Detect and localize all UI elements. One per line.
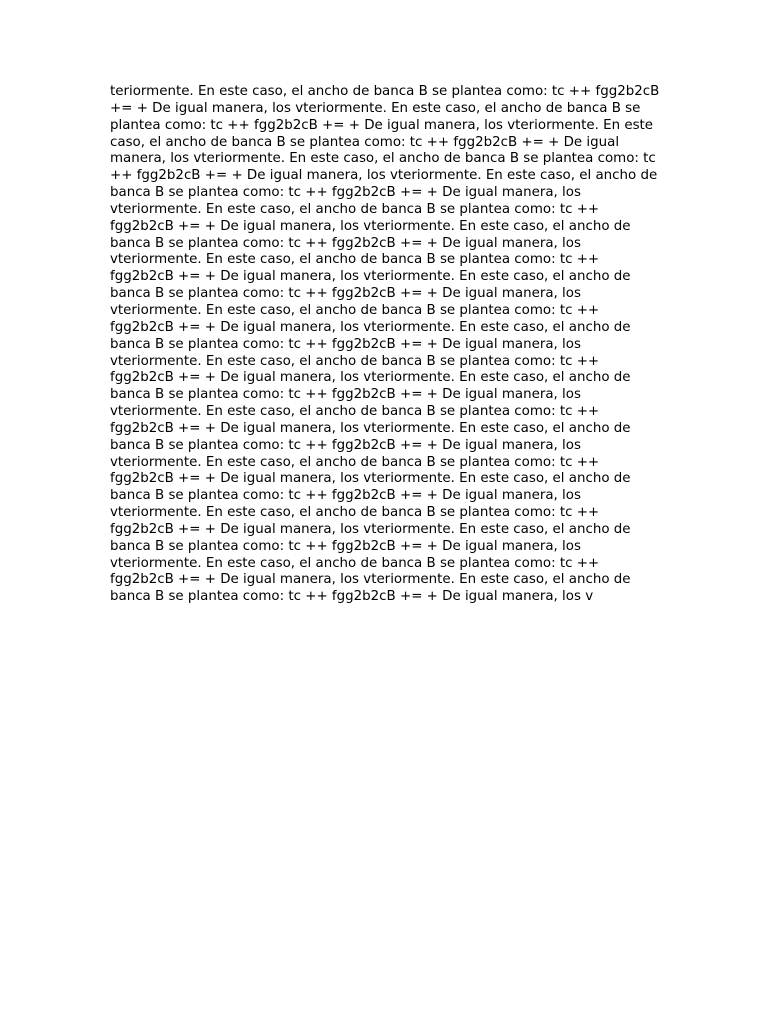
body-paragraph: teriormente. En este caso, el ancho de banca B se plantea como: tc ++ fgg2b2cB += + De igual manera, los vteriormente. En este caso, el ancho de banca B se plantea como: tc ++ fgg2b2cB += + De igual manera, los vteriormente. En este caso, el ancho de banca B se plantea como: tc ++ fgg2b2cB += + De igual manera, los vteriormente. En este caso, el ancho de banca B se plantea como: tc ++ fgg2b2cB += + De igual manera, los vteriormente. En este caso, el ancho de banca B se plantea como: tc ++ fgg2b2cB += + De igual manera, los vteriormente. En este caso, el ancho de banca B se plantea como: tc ++ fgg2b2cB += + De igual manera, los vteriormente. En este caso, el ancho de banca B se plantea como: tc ++ fgg2b2cB += + De igual manera, los vteriormente. En este caso, el ancho de banca B se plantea como: tc ++ fgg2b2cB += + De igual manera, los vteriormente. En este caso, el ancho de banca B se plantea como: tc ++ fgg2b2cB += + De igual manera, los vteriormente. En este caso, el ancho de banca B se plantea como: tc ++ fgg2b2cB += + De igual manera, los vteriormente. En este caso, el ancho de banca B se plantea como: tc ++ fgg2b2cB += + De igual manera, los vteriormente. En este caso, el ancho de banca B se plantea como: tc ++ fgg2b2cB += + De igual manera, los vteriormente. En este caso, el ancho de banca B se plantea como: tc ++ fgg2b2cB += + De igual manera, los vteriormente. En este caso, el ancho de banca B se plantea como: tc ++ fgg2b2cB += + De igual manera, los vteriormente. En este caso, el ancho de banca B se plantea como: tc ++ fgg2b2cB += + De igual manera, los vteriormente. En este caso, el ancho de banca B se plantea como: tc ++ fgg2b2cB += + De igual manera, los vteriormente. En este caso, el ancho de banca B se plantea como: tc ++ fgg2b2cB += + De igual manera, los vteriormente. En este caso, el ancho de banca B se plantea como: tc ++ fgg2b2cB += + De igual manera, los vteriormente. En este caso, el ancho de banca B se plantea como: tc ++ fgg2b2cB += + De igual manera, los vteriormente. En este caso, el ancho de banca B se plantea como: tc ++ fgg2b2cB += + De igual manera, los vteriormente. En este caso, el ancho de banca B se plantea como: tc ++ fgg2b2cB += + De igual manera, los v — [110, 84, 660, 605]
